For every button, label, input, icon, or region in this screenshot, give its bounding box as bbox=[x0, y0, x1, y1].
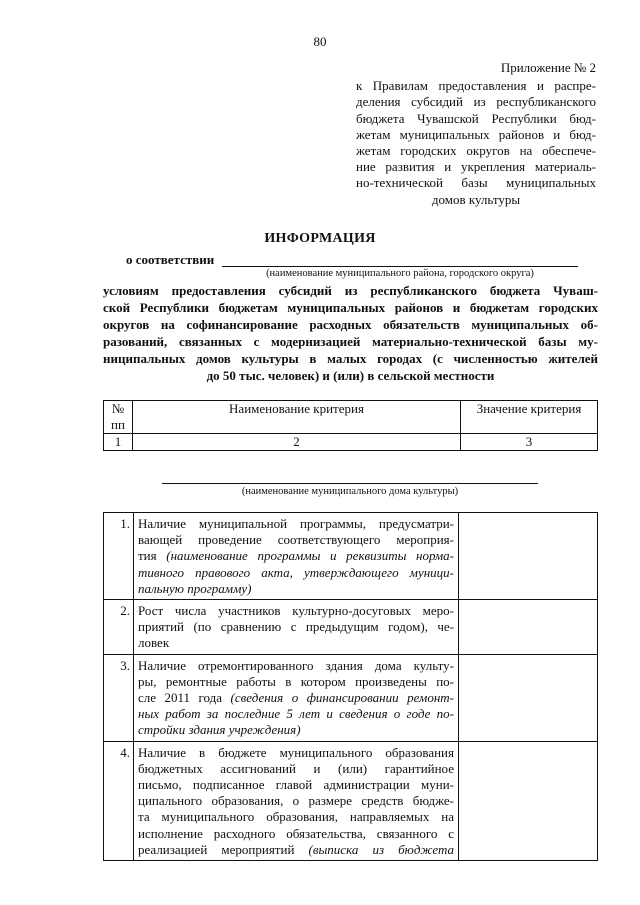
column-name-header: Наименование критерия bbox=[133, 401, 461, 434]
column-index: 2 bbox=[133, 434, 461, 451]
criterion-line bbox=[138, 722, 454, 738]
appendix-line: ние развития и укрепления материаль- bbox=[356, 159, 596, 175]
municipality-caption: (наименование муниципального района, городского округа) bbox=[266, 268, 534, 279]
criterion-number: 4. bbox=[104, 741, 134, 860]
conditions-line: округов на софинансирование расходных обязательств муниципальных об- bbox=[103, 317, 598, 332]
criterion-text bbox=[134, 600, 459, 655]
conditions-line: ниципальных домов культуры в малых городах (с численностью жителей bbox=[103, 351, 598, 366]
criterion-line-text: вающей проведение соответствующего мероприя- bbox=[138, 532, 454, 548]
criterion-line bbox=[138, 619, 454, 635]
criterion-line-text: Наличие в бюджете муниципального образования bbox=[138, 744, 454, 760]
criterion-line bbox=[138, 826, 454, 842]
appendix-line: но-технической базы муниципальных bbox=[356, 175, 596, 191]
criterion-line bbox=[138, 690, 454, 706]
criterion-line bbox=[138, 842, 454, 858]
criterion-number: 2. bbox=[104, 600, 134, 655]
compliance-prefix: о соответствии bbox=[126, 252, 215, 267]
criterion-line-note: пальную программу) bbox=[138, 580, 252, 596]
criteria-table bbox=[103, 512, 598, 861]
criterion-line-text: Наличие муниципальной программы, предусматри- bbox=[138, 516, 454, 531]
criterion-line bbox=[138, 532, 454, 548]
criterion-line bbox=[138, 777, 454, 793]
criterion-line bbox=[138, 674, 454, 690]
criterion-line-text: ципального образования, о размере средств бюдже- bbox=[138, 793, 454, 809]
criterion-line-text: письмо, подписанное главой администрации муни- bbox=[138, 777, 454, 793]
criterion-line bbox=[138, 581, 454, 597]
criterion-row bbox=[104, 513, 598, 600]
conditions-line: условиям предоставления субсидий из республиканского бюджета Чуваш- bbox=[103, 283, 598, 298]
criterion-line-text: ры, ремонтные работы в котором произведены по- bbox=[138, 673, 454, 689]
column-index: 1 bbox=[104, 434, 133, 451]
page-number: 80 bbox=[313, 34, 327, 49]
criterion-line bbox=[138, 658, 454, 674]
appendix-line: жетам городских округов на обеспече- bbox=[356, 143, 596, 159]
column-number-label: № bbox=[111, 401, 125, 416]
conditions-line: до 50 тыс. человек) и (или) в сельской местности bbox=[206, 368, 495, 383]
criterion-text bbox=[134, 513, 459, 600]
criterion-line-text: Рост числа участников культурно-досуговых меро- bbox=[138, 603, 454, 619]
criterion-number: 3. bbox=[104, 654, 134, 741]
conditions-text bbox=[103, 282, 598, 384]
criterion-line-text: ловек bbox=[138, 635, 170, 651]
criterion-text bbox=[134, 741, 459, 860]
criterion-row bbox=[104, 741, 598, 860]
criterion-row bbox=[104, 600, 598, 655]
criterion-value-cell[interactable] bbox=[459, 654, 598, 741]
appendix-line: бюджета Чувашской Республики бюд- bbox=[356, 110, 596, 126]
appendix-text bbox=[356, 78, 596, 208]
conditions-line: ской Республики бюджетам муниципальных районов и бюджетам городских bbox=[103, 300, 598, 315]
criterion-line bbox=[138, 761, 454, 777]
criterion-line bbox=[138, 548, 454, 564]
column-number-header bbox=[104, 401, 133, 434]
appendix-line: деления субсидий из республиканского bbox=[356, 94, 596, 110]
criterion-line-text: реализацией мероприятий bbox=[138, 841, 309, 857]
criterion-line bbox=[138, 635, 454, 651]
appendix-block bbox=[356, 60, 596, 208]
appendix-line: домов культуры bbox=[431, 191, 521, 207]
conditions-line: разований, связанных с модернизацией материально-технической базы му- bbox=[103, 334, 598, 349]
criterion-line bbox=[138, 745, 454, 761]
criterion-line bbox=[138, 603, 454, 619]
criterion-text bbox=[134, 654, 459, 741]
criterion-line bbox=[138, 793, 454, 809]
criteria-header-table bbox=[103, 400, 598, 451]
criterion-line-text: Наличие отремонтированного здания дома культу- bbox=[138, 657, 454, 673]
column-value-header: Значение критерия bbox=[461, 401, 598, 434]
municipality-fill-line bbox=[222, 266, 578, 267]
criterion-row bbox=[104, 654, 598, 741]
criterion-line-note: (выписка из бюджета bbox=[308, 841, 454, 857]
criterion-line-text: тия bbox=[138, 548, 167, 564]
criterion-line bbox=[138, 706, 454, 722]
criterion-line-text: исполнение расходного обязательства, связанного с bbox=[138, 825, 454, 841]
criterion-line-note: (наименование программы и реквизиты норма- bbox=[166, 548, 454, 564]
column-index: 3 bbox=[461, 434, 598, 451]
criterion-line-note: ных работ за последние 5 лет и сведения о годе по- bbox=[138, 706, 454, 722]
criterion-line-note: тивного правового акта, утверждающего муници- bbox=[138, 564, 454, 580]
appendix-title: Приложение № 2 bbox=[500, 60, 596, 75]
criterion-line-text: та муниципального образования, направляемых на bbox=[138, 809, 454, 825]
criterion-line bbox=[138, 516, 454, 532]
criterion-line-note: стройки здания учреждения) bbox=[138, 722, 301, 738]
criterion-line bbox=[138, 565, 454, 581]
criterion-value-cell[interactable] bbox=[459, 513, 598, 600]
criterion-line-note: (сведения о финансировании ремонт- bbox=[230, 690, 454, 706]
criterion-value-cell[interactable] bbox=[459, 600, 598, 655]
criterion-value-cell[interactable] bbox=[459, 741, 598, 860]
house-of-culture-fill-line bbox=[162, 483, 538, 484]
criterion-line bbox=[138, 809, 454, 825]
appendix-line: к Правилам предоставления и распре- bbox=[356, 78, 596, 94]
criterion-line-text: бюджетных ассигнований и (или) гарантийное bbox=[138, 760, 454, 776]
criterion-number: 1. bbox=[104, 513, 134, 600]
appendix-line: жетам муниципальных районов и бюд- bbox=[356, 126, 596, 142]
house-of-culture-caption: (наименование муниципального дома культуры) bbox=[241, 486, 459, 497]
criterion-line-text: сле 2011 года bbox=[138, 690, 231, 706]
document-title: ИНФОРМАЦИЯ bbox=[264, 231, 376, 246]
column-number-label-2: пп bbox=[111, 417, 125, 432]
criterion-line-text: приятий (по сравнению с предыдущим годом), че- bbox=[138, 619, 454, 635]
